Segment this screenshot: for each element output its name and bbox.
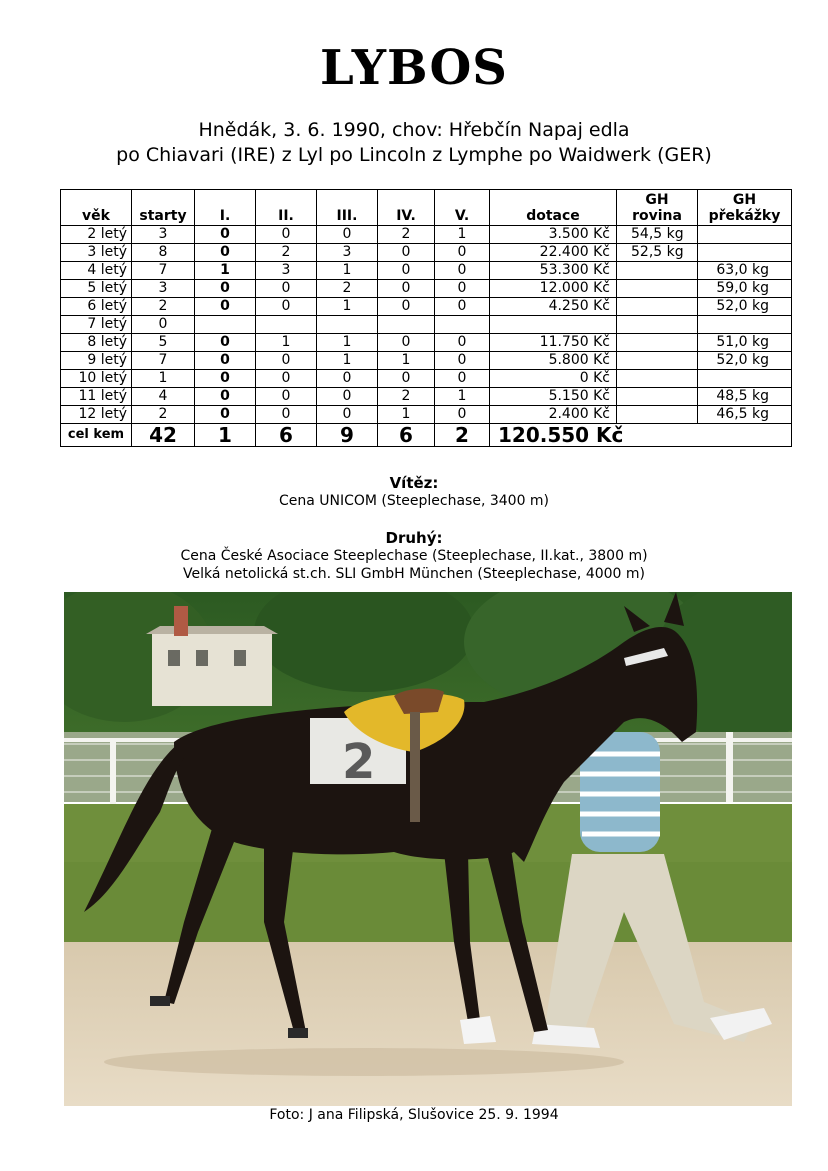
cell-gh-flat <box>617 352 698 370</box>
cell-gh-flat <box>617 316 698 334</box>
cell-second: 0 <box>256 352 317 370</box>
cell-third: 0 <box>317 226 378 244</box>
cell-first: 1 <box>195 262 256 280</box>
cell-third: 1 <box>317 262 378 280</box>
cell-second: 2 <box>256 244 317 262</box>
cell-fourth: 1 <box>378 352 435 370</box>
cell-second: 0 <box>256 298 317 316</box>
winner-race: Cena UNICOM (Steeplechase, 3400 m) <box>278 493 550 509</box>
table-row <box>61 244 792 262</box>
cell-gh-flat: 54,5 kg <box>617 226 698 244</box>
cell-fourth: 0 <box>378 244 435 262</box>
second-place-heading: Druhý: <box>385 529 443 547</box>
header-age: věk <box>61 190 132 226</box>
photo-caption: Foto: J ana Filipská, Slušovice 25. 9. 1994 <box>269 1107 559 1123</box>
cell-gh-jump: 52,0 kg <box>698 352 792 370</box>
cell-gh-flat <box>617 370 698 388</box>
total-prize-money: 120.550 Kč <box>490 424 792 447</box>
header-fourth: IV. <box>378 190 435 226</box>
cell-age: 9 letý <box>61 352 132 370</box>
saddle-cloth-number: 2 <box>342 734 376 790</box>
cell-prize-money: 4.250 Kč <box>490 298 617 316</box>
cell-starts: 1 <box>132 370 195 388</box>
cell-first: 0 <box>195 334 256 352</box>
cell-gh-jump: 48,5 kg <box>698 388 792 406</box>
cell-fifth: 1 <box>435 226 490 244</box>
cell-gh-flat <box>617 280 698 298</box>
cell-prize-money: 22.400 Kč <box>490 244 617 262</box>
cell-prize-money: 3.500 Kč <box>490 226 617 244</box>
cell-first: 0 <box>195 406 256 424</box>
cell-fifth: 0 <box>435 352 490 370</box>
cell-fourth: 2 <box>378 388 435 406</box>
cell-age: 4 letý <box>61 262 132 280</box>
cell-fifth: 0 <box>435 406 490 424</box>
header-second: II. <box>256 190 317 226</box>
cell-starts: 4 <box>132 388 195 406</box>
cell-fifth: 0 <box>435 334 490 352</box>
total-starts: 42 <box>132 424 195 447</box>
cell-starts: 2 <box>132 298 195 316</box>
cell-starts: 3 <box>132 226 195 244</box>
table-row <box>61 262 792 280</box>
cell-age: 5 letý <box>61 280 132 298</box>
cell-prize-money: 5.150 Kč <box>490 388 617 406</box>
total-fourth: 6 <box>378 424 435 447</box>
cell-gh-jump: 63,0 kg <box>698 262 792 280</box>
cell-first: 0 <box>195 280 256 298</box>
cell-prize-money: 2.400 Kč <box>490 406 617 424</box>
table-header-row <box>61 190 792 226</box>
cell-fifth: 0 <box>435 262 490 280</box>
cell-second <box>256 316 317 334</box>
cell-third: 0 <box>317 370 378 388</box>
cell-first: 0 <box>195 352 256 370</box>
cell-first: 0 <box>195 298 256 316</box>
cell-starts: 2 <box>132 406 195 424</box>
race-statistics-table <box>60 189 792 447</box>
cell-age: 3 letý <box>61 244 132 262</box>
table-row <box>61 334 792 352</box>
cell-gh-flat <box>617 262 698 280</box>
cell-starts: 5 <box>132 334 195 352</box>
cell-second: 0 <box>256 388 317 406</box>
table-row <box>61 370 792 388</box>
table-row <box>61 226 792 244</box>
header-starts: starty <box>132 190 195 226</box>
cell-gh-jump: 52,0 kg <box>698 298 792 316</box>
cell-fifth: 0 <box>435 280 490 298</box>
cell-age: 6 letý <box>61 298 132 316</box>
cell-second: 1 <box>256 334 317 352</box>
cell-first <box>195 316 256 334</box>
header-gh-jump-line2: překážky <box>708 208 781 224</box>
cell-gh-flat <box>617 334 698 352</box>
table-row <box>61 352 792 370</box>
cell-third: 2 <box>317 280 378 298</box>
cell-gh-jump <box>698 244 792 262</box>
cell-gh-jump <box>698 370 792 388</box>
cell-gh-jump <box>698 226 792 244</box>
total-first: 1 <box>195 424 256 447</box>
cell-second: 0 <box>256 406 317 424</box>
cell-gh-jump: 59,0 kg <box>698 280 792 298</box>
cell-gh-jump: 46,5 kg <box>698 406 792 424</box>
horse-name: LYBOS <box>320 40 508 96</box>
cell-third: 0 <box>317 388 378 406</box>
cell-fourth: 2 <box>378 226 435 244</box>
cell-third: 1 <box>317 298 378 316</box>
table-row <box>61 298 792 316</box>
cell-fifth: 1 <box>435 388 490 406</box>
total-second: 6 <box>256 424 317 447</box>
table-row <box>61 316 792 334</box>
cell-starts: 0 <box>132 316 195 334</box>
cell-fourth <box>378 316 435 334</box>
cell-gh-flat <box>617 298 698 316</box>
cell-prize-money: 53.300 Kč <box>490 262 617 280</box>
cell-age: 8 letý <box>61 334 132 352</box>
cell-starts: 8 <box>132 244 195 262</box>
cell-first: 0 <box>195 244 256 262</box>
header-fifth: V. <box>435 190 490 226</box>
cell-first: 0 <box>195 388 256 406</box>
cell-fourth: 0 <box>378 262 435 280</box>
cell-third <box>317 316 378 334</box>
cell-gh-jump <box>698 316 792 334</box>
header-first: I. <box>195 190 256 226</box>
table-row <box>61 280 792 298</box>
cell-fifth: 0 <box>435 298 490 316</box>
cell-fourth: 0 <box>378 298 435 316</box>
cell-fifth: 0 <box>435 244 490 262</box>
horse-photo-illustration <box>64 592 792 1106</box>
table-row <box>61 406 792 424</box>
cell-prize-money: 12.000 Kč <box>490 280 617 298</box>
cell-age: 11 letý <box>61 388 132 406</box>
second-place-race: Velká netolická st.ch. SLI GmbH München (Steeplechase, 4000 m) <box>182 566 646 582</box>
header-prize-money: dotace <box>490 190 617 226</box>
horse-birth-breeder: Hnědák, 3. 6. 1990, chov: Hřebčín Napaj edla <box>198 119 630 141</box>
cell-fourth: 0 <box>378 334 435 352</box>
cell-age: 2 letý <box>61 226 132 244</box>
cell-third: 3 <box>317 244 378 262</box>
cell-gh-jump: 51,0 kg <box>698 334 792 352</box>
cell-first: 0 <box>195 226 256 244</box>
total-label: cel kem <box>61 424 132 447</box>
cell-fourth: 0 <box>378 370 435 388</box>
header-gh-flat <box>617 190 698 226</box>
cell-prize-money: 11.750 Kč <box>490 334 617 352</box>
second-place-race: Cena České Asociace Steeplechase (Steeplechase, II.kat., 3800 m) <box>180 548 648 564</box>
cell-third: 1 <box>317 352 378 370</box>
cell-first: 0 <box>195 370 256 388</box>
header-gh-flat-line1: GH <box>645 192 669 208</box>
cell-second: 0 <box>256 370 317 388</box>
cell-age: 12 letý <box>61 406 132 424</box>
table-row <box>61 388 792 406</box>
horse-pedigree: po Chiavari (IRE) z Lyl po Lincoln z Lymphe po Waidwerk (GER) <box>116 144 712 166</box>
header-gh-jump-line1: GH <box>732 192 757 208</box>
total-fifth: 2 <box>435 424 490 447</box>
cell-gh-flat <box>617 388 698 406</box>
winner-heading: Vítěz: <box>389 474 439 492</box>
cell-prize-money: 5.800 Kč <box>490 352 617 370</box>
total-third: 9 <box>317 424 378 447</box>
header-third: III. <box>317 190 378 226</box>
cell-third: 1 <box>317 334 378 352</box>
cell-fourth: 0 <box>378 280 435 298</box>
cell-starts: 7 <box>132 262 195 280</box>
header-gh-flat-line2: rovina <box>632 208 682 224</box>
cell-starts: 3 <box>132 280 195 298</box>
cell-fifth <box>435 316 490 334</box>
cell-gh-flat: 52,5 kg <box>617 244 698 262</box>
cell-prize-money: 0 Kč <box>490 370 617 388</box>
horse-photo <box>64 592 792 1106</box>
cell-second: 3 <box>256 262 317 280</box>
cell-fourth: 1 <box>378 406 435 424</box>
cell-age: 10 letý <box>61 370 132 388</box>
table-total-row <box>61 424 792 447</box>
cell-starts: 7 <box>132 352 195 370</box>
cell-gh-flat <box>617 406 698 424</box>
cell-third: 0 <box>317 406 378 424</box>
cell-age: 7 letý <box>61 316 132 334</box>
header-gh-jump <box>698 190 792 226</box>
cell-second: 0 <box>256 280 317 298</box>
cell-fifth: 0 <box>435 370 490 388</box>
cell-prize-money <box>490 316 617 334</box>
cell-second: 0 <box>256 226 317 244</box>
